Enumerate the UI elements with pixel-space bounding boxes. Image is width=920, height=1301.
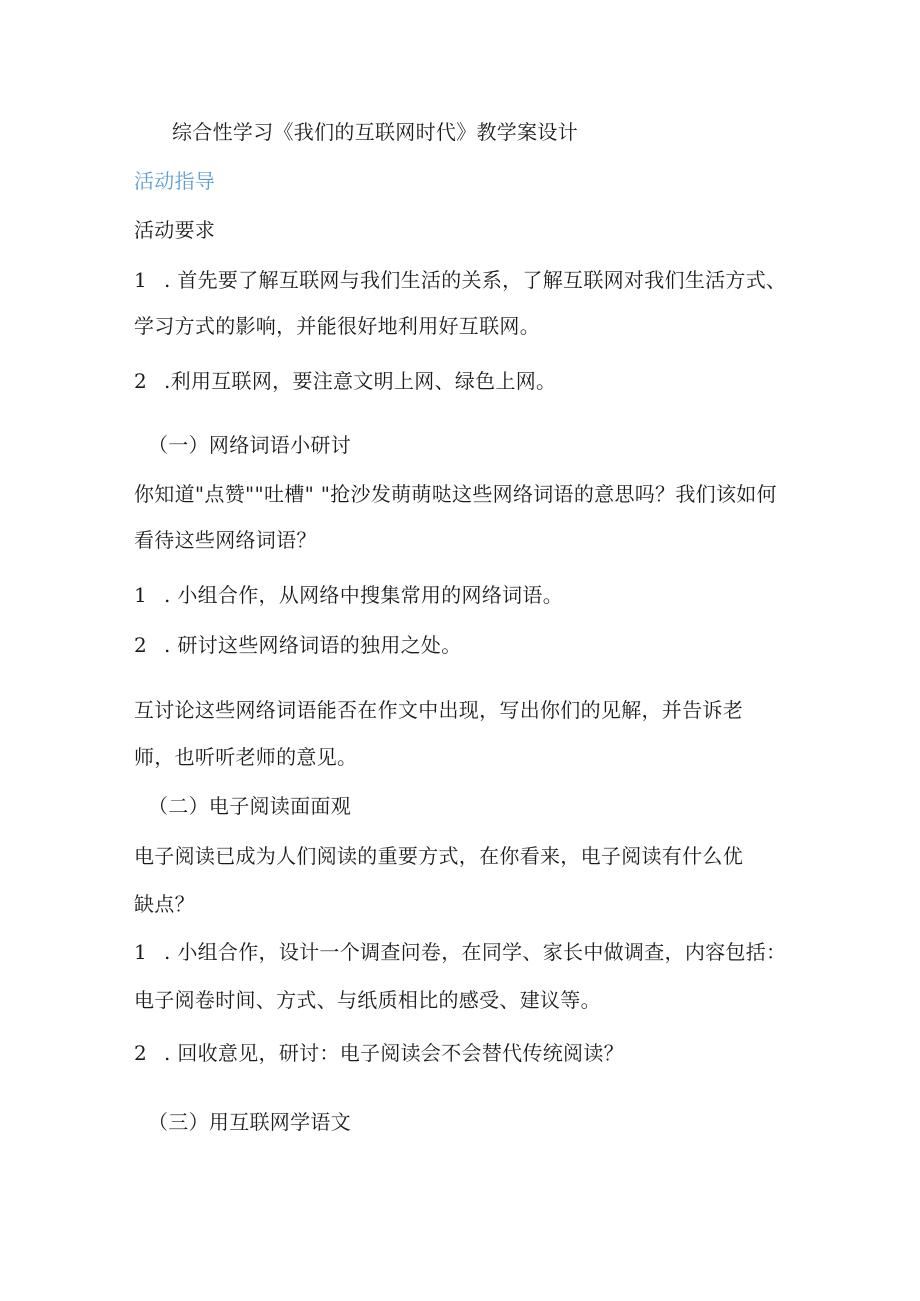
requirements-heading: 活动要求 (134, 218, 216, 242)
part-2-item-1-number: 1 (134, 940, 148, 964)
part-1-intro-line-2: 看待这些网络词语？ (134, 528, 317, 552)
part-2-item-2-number: 2 (134, 1041, 148, 1065)
section-activity-guide: 活动指导 (134, 169, 216, 193)
requirement-2-number: 2 (134, 369, 148, 393)
part-2-item-1-text: . 小组合作，设计一个调查问卷，在同学、家长中做调查，内容包括： (164, 940, 787, 964)
part-1-item-2-number: 2 (134, 633, 148, 657)
part-1-item-2-text: . 研讨这些网络词语的独用之处。 (164, 633, 462, 657)
requirement-1-line-1 (134, 267, 786, 293)
requirement-2-text: .利用互联网，要注意文明上网、绿色上网。 (164, 369, 557, 393)
part-1-intro-line-1: 你知道"点赞""吐槽" "抢沙发萌萌哒这些网络词语的意思吗？我们该如何 (134, 482, 777, 506)
part-1-item-1-text: . 小组合作，从网络中搜集常用的网络词语。 (164, 583, 564, 607)
part-2-item-1-line-2: 电子阅卷时间、方式、与纸质相比的感受、建议等。 (134, 988, 601, 1012)
part-1-item-2 (134, 632, 462, 658)
part-1-heading: （一）网络词语小研讨 (148, 433, 351, 457)
part-2-item-2 (134, 1040, 624, 1066)
part-1-discuss-line-2: 师，也听听老师的意见。 (134, 745, 358, 769)
requirement-1-text: . 首先要了解互联网与我们生活的关系，了解互联网对我们生活方式、 (164, 268, 787, 292)
requirement-2 (134, 368, 556, 394)
document-title: 综合性学习《我们的互联网时代》教学案设计 (172, 120, 578, 144)
part-2-intro-line-1: 电子阅读已成为人们阅读的重要方式，在你看来，电子阅读有什么优 (134, 844, 743, 868)
part-1-item-1 (134, 582, 563, 608)
part-1-item-1-number: 1 (134, 583, 148, 607)
requirement-1-line-2: 学习方式的影响，并能很好地利用好互联网。 (134, 314, 540, 338)
part-1-discuss-line-1: 互讨论这些网络词语能否在作文中出现，写出你们的见解，并告诉老 (134, 698, 743, 722)
requirement-1-number: 1 (134, 268, 148, 292)
part-2-item-2-text: . 回收意见，研讨：电子阅读会不会替代传统阅读？ (164, 1041, 624, 1065)
part-2-item-1-line-1 (134, 939, 786, 965)
part-2-heading: （二）电子阅读面面观 (148, 794, 351, 818)
part-3-heading: （三）用互联网学语文 (148, 1110, 351, 1134)
part-2-intro-line-2: 缺点？ (134, 892, 195, 916)
